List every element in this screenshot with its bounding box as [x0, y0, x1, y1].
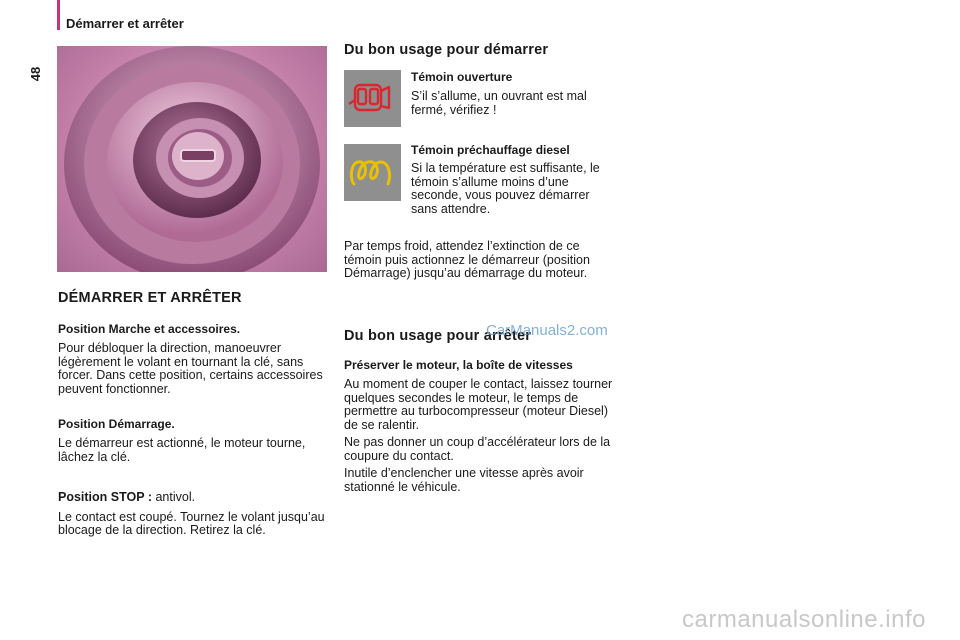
stop-subtitle: Préserver le moteur, la boîte de vitesses — [344, 358, 573, 372]
page-number: 48 — [28, 66, 43, 82]
stop-paragraph-1: Au moment de couper le contact, laissez tourner quelques secondes le moteur, le temps de permettre au turbocompresseur (moteur Diesel) de se ralentir. — [344, 377, 613, 432]
warning-door-title: Témoin ouverture — [411, 70, 513, 84]
glow-plug-icon — [344, 144, 401, 201]
left-column — [58, 290, 330, 538]
stop-paragraph-3: Inutile d’enclencher une vitesse après avoir stationné le véhicule. — [344, 466, 584, 494]
warning-preheat-title: Témoin préchauffage diesel — [411, 143, 570, 157]
ignition-lock-illustration — [57, 46, 327, 272]
block-demarrage — [58, 417, 330, 464]
door-open-icon — [344, 70, 401, 127]
heading-stop-line — [58, 491, 330, 505]
text-demarrage: Le démarreur est actionné, le moteur tourne, lâchez la clé. — [58, 436, 306, 464]
header-accent-bar — [57, 0, 60, 30]
heading-stop-suffix: antivol. — [152, 490, 196, 504]
warning-preheat — [344, 144, 616, 240]
section-title-stop: Du bon usage pour arrêter — [344, 328, 532, 344]
text-stop: Le contact est coupé. Tournez le volant jusqu’au blocage de la direction. Retirez la clé. — [58, 509, 325, 537]
section-title-demarrer: DÉMARRER ET ARRÊTER — [58, 290, 242, 306]
section-title-start: Du bon usage pour démarrer — [344, 42, 549, 58]
block-marche — [58, 322, 330, 396]
watermark-manualsonline: carmanualsonline.info — [682, 606, 926, 633]
cold-weather-block — [344, 240, 606, 281]
heading-stop: Position STOP : — [58, 490, 152, 504]
warning-preheat-text — [411, 144, 616, 216]
stop-paragraph-2: Ne pas donner un coup d’accélérateur lors de la coupure du contact. — [344, 435, 611, 463]
heading-demarrage: Position Démarrage. — [58, 417, 175, 431]
warning-door-text — [411, 70, 616, 117]
heading-marche: Position Marche et accessoires. — [58, 322, 241, 336]
cold-weather-text: Par temps froid, attendez l’extinction de ce témoin puis actionnez le démarreur (position Démarrage) jusqu’au démarrage du moteur. — [344, 239, 590, 280]
header-title: Démarrer et arrêter — [66, 16, 184, 31]
warning-preheat-desc: Si la température est suffisante, le témoin s’allume moins d’une seconde, vous pouvez démarrer sans attendre. — [411, 161, 600, 216]
watermark-carmanuals: CarManuals2.com — [486, 322, 608, 339]
block-stop — [58, 491, 330, 538]
ignition-lock-photo — [57, 46, 327, 272]
text-marche: Pour débloquer la direction, manoeuvrer légèrement le volant en tournant la clé, sans forcer. Dans cette position, certains accessoires peuvent fonctionner. — [58, 341, 323, 396]
warning-door-desc: S’il s’allume, un ouvrant est mal fermé, vérifiez ! — [411, 89, 587, 117]
warning-door — [344, 70, 616, 130]
stop-section — [344, 328, 616, 494]
right-column-start — [344, 42, 616, 58]
